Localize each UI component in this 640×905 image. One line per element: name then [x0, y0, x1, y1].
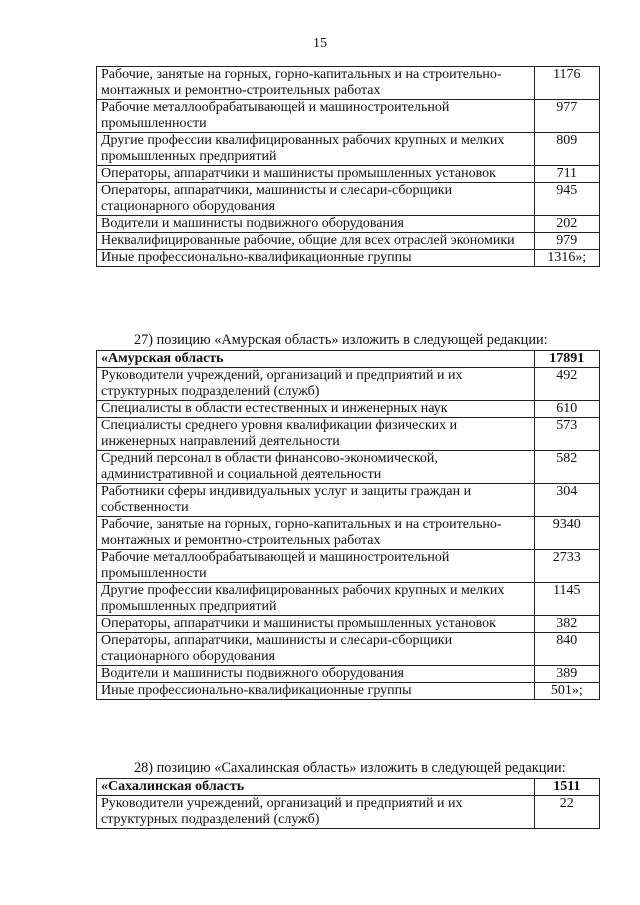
table-row [97, 368, 600, 401]
occupation-group-cell: Другие профессии квалифицированных рабочих крупных и мелких промышленных предприятий [97, 133, 535, 166]
table-header-row [97, 351, 600, 368]
region-name-cell: «Сахалинская область [97, 779, 535, 796]
table-row [97, 683, 600, 700]
table-row [97, 133, 600, 166]
table-row [97, 517, 600, 550]
quantity-cell: 610 [534, 401, 599, 418]
table-row [97, 233, 600, 250]
quantity-cell: 582 [534, 451, 599, 484]
quantity-cell: 711 [534, 166, 599, 183]
occupation-group-cell: Специалисты среднего уровня квалификации физических и инженерных направлений деятельности [97, 418, 535, 451]
occupation-group-cell: Водители и машинисты подвижного оборудования [97, 216, 535, 233]
occupation-group-cell: Рабочие металлообрабатывающей и машиностроительной промышленности [97, 550, 535, 583]
occupation-group-cell: Операторы, аппаратчики, машинисты и слесари-сборщики стационарного оборудования [97, 183, 535, 216]
table-row [97, 418, 600, 451]
quantity-cell: 501»; [534, 683, 599, 700]
quantity-cell: 22 [534, 796, 599, 829]
table-row [97, 666, 600, 683]
quantity-cell: 1176 [534, 67, 599, 100]
table-row [97, 100, 600, 133]
occupation-group-cell: Иные профессионально-квалификационные группы [97, 683, 535, 700]
occupation-group-cell: Работники сферы индивидуальных услуг и защиты граждан и собственности [97, 484, 535, 517]
occupation-group-cell: Средний персонал в области финансово-экономической, административной и социальной деятельности [97, 451, 535, 484]
paragraph-27-text: 27) позицию «Амурская область» изложить в следующей редакции: [134, 332, 548, 348]
quantity-cell: 492 [534, 368, 599, 401]
quantity-cell: 979 [534, 233, 599, 250]
quantity-cell: 9340 [534, 517, 599, 550]
quantity-cell: 1145 [534, 583, 599, 616]
table-occupations-previous-region [96, 66, 600, 267]
table-row [97, 216, 600, 233]
table-row [97, 616, 600, 633]
table-row [97, 484, 600, 517]
quantity-cell: 809 [534, 133, 599, 166]
quantity-cell: 977 [534, 100, 599, 133]
occupation-group-cell: Рабочие металлообрабатывающей и машиностроительной промышленности [97, 100, 535, 133]
quantity-cell: 304 [534, 484, 599, 517]
paragraph-28-text: 28) позицию «Сахалинская область» изложить в следующей редакции: [134, 760, 566, 776]
occupation-group-cell: Рабочие, занятые на горных, горно-капитальных и на строительно-монтажных и ремонтно-строительных работах [97, 517, 535, 550]
table-row [97, 583, 600, 616]
quantity-cell: 573 [534, 418, 599, 451]
quantity-cell: 382 [534, 616, 599, 633]
occupation-group-cell: Водители и машинисты подвижного оборудования [97, 666, 535, 683]
occupation-group-cell: Операторы, аппаратчики и машинисты промышленных установок [97, 166, 535, 183]
quantity-cell: 945 [534, 183, 599, 216]
table-amur-region [96, 350, 600, 700]
table-row [97, 796, 600, 829]
paragraph-27-amur [96, 332, 600, 348]
table-row [97, 451, 600, 484]
quantity-cell: 1316»; [534, 250, 599, 267]
occupation-group-cell: Другие профессии квалифицированных рабочих крупных и мелких промышленных предприятий [97, 583, 535, 616]
table-sakhalin-region [96, 778, 600, 829]
paragraph-28-sakhalin [96, 760, 600, 776]
table-row [97, 250, 600, 267]
table-row [97, 183, 600, 216]
table-row [97, 633, 600, 666]
occupation-group-cell: Специалисты в области естественных и инженерных наук [97, 401, 535, 418]
table-row [97, 401, 600, 418]
occupation-group-cell: Иные профессионально-квалификационные группы [97, 250, 535, 267]
quantity-cell: 2733 [534, 550, 599, 583]
occupation-group-cell: Операторы, аппаратчики, машинисты и слесари-сборщики стационарного оборудования [97, 633, 535, 666]
occupation-group-cell: Операторы, аппаратчики и машинисты промышленных установок [97, 616, 535, 633]
occupation-group-cell: Рабочие, занятые на горных, горно-капитальных и на строительно-монтажных и ремонтно-строительных работах [97, 67, 535, 100]
region-total-cell: 17891 [534, 351, 599, 368]
table-row [97, 67, 600, 100]
page-number: 15 [313, 36, 327, 51]
occupation-group-cell: Руководители учреждений, организаций и предприятий и их структурных подразделений (служб) [97, 368, 535, 401]
quantity-cell: 840 [534, 633, 599, 666]
table-row [97, 550, 600, 583]
occupation-group-cell: Руководители учреждений, организаций и предприятий и их структурных подразделений (служб) [97, 796, 535, 829]
table-header-row [97, 779, 600, 796]
quantity-cell: 389 [534, 666, 599, 683]
occupation-group-cell: Неквалифицированные рабочие, общие для всех отраслей экономики [97, 233, 535, 250]
region-name-cell: «Амурская область [97, 351, 535, 368]
table-row [97, 166, 600, 183]
region-total-cell: 1511 [534, 779, 599, 796]
quantity-cell: 202 [534, 216, 599, 233]
